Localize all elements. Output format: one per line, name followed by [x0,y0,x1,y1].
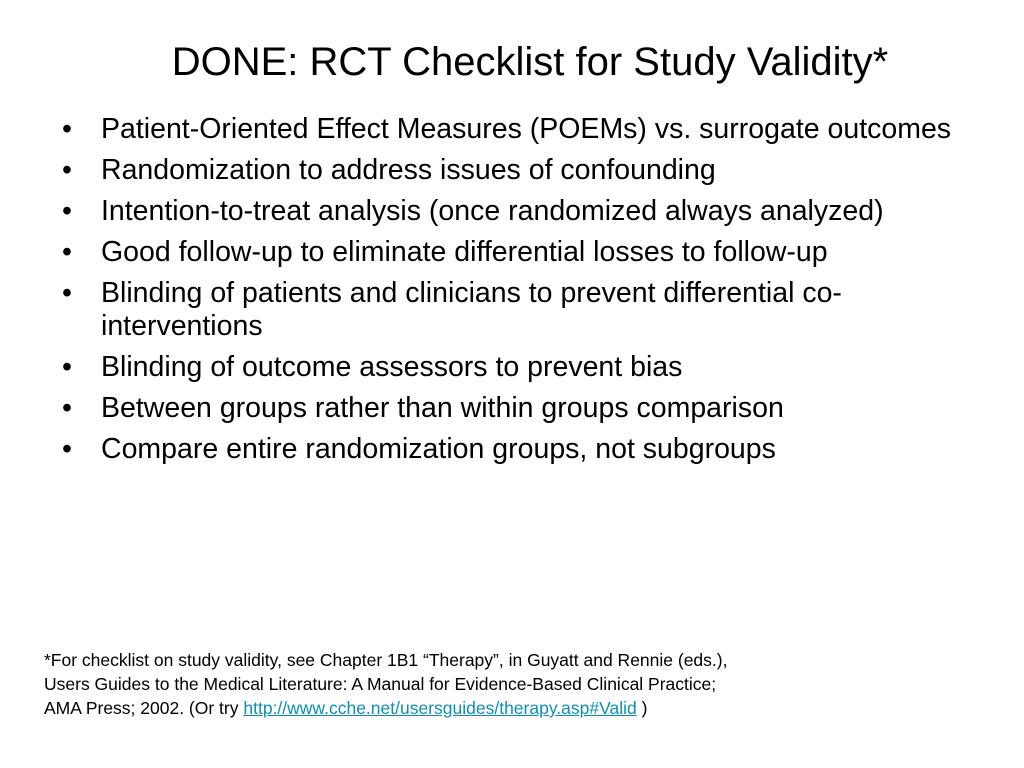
bullet-list [62,113,972,474]
bullet-dot-icon: • [62,154,72,186]
slide-title: DONE: RCT Checklist for Study Validity* [171,40,889,84]
bullet-dot-icon: • [62,351,72,383]
bullet-dot-icon: • [62,277,72,309]
bullet-item [62,351,972,384]
footnote-line-3-suffix: ) [636,698,648,718]
bullet-item [62,392,972,425]
bullet-item [62,433,972,466]
bullet-item [62,277,972,343]
bullet-text: Between groups rather than within groups comparison [101,392,784,424]
bullet-text: Blinding of patients and clinicians to prevent differential co-interventions [101,277,842,342]
bullet-dot-icon: • [62,433,72,465]
bullet-item [62,113,972,146]
footnote [44,648,984,720]
bullet-item [62,236,972,269]
bullet-dot-icon: • [62,392,72,424]
bullet-text: Good follow-up to eliminate differential losses to follow-up [101,236,828,268]
bullet-dot-icon: • [62,195,72,227]
bullet-dot-icon: • [62,236,72,268]
bullet-text: Compare entire randomization groups, not subgroups [101,433,776,465]
footnote-line-3-prefix: AMA Press; 2002. (Or try [44,698,244,718]
footnote-line-1: *For checklist on study validity, see Chapter 1B1 “Therapy”, in Guyatt and Rennie (eds.), [44,650,728,670]
bullet-text: Intention-to-treat analysis (once randomized always analyzed) [101,195,884,227]
therapy-guide-link[interactable]: http://www.cche.net/usersguides/therapy.asp#Valid [243,698,637,718]
bullet-text: Blinding of outcome assessors to prevent bias [101,351,683,383]
bullet-item [62,195,972,228]
bullet-item [62,154,972,187]
bullet-dot-icon: • [62,113,72,145]
bullet-text: Patient-Oriented Effect Measures (POEMs) vs. surrogate outcomes [101,113,952,145]
footnote-line-2: Users Guides to the Medical Literature: A Manual for Evidence-Based Clinical Practice; [44,674,717,694]
bullet-text: Randomization to address issues of confounding [101,154,716,186]
